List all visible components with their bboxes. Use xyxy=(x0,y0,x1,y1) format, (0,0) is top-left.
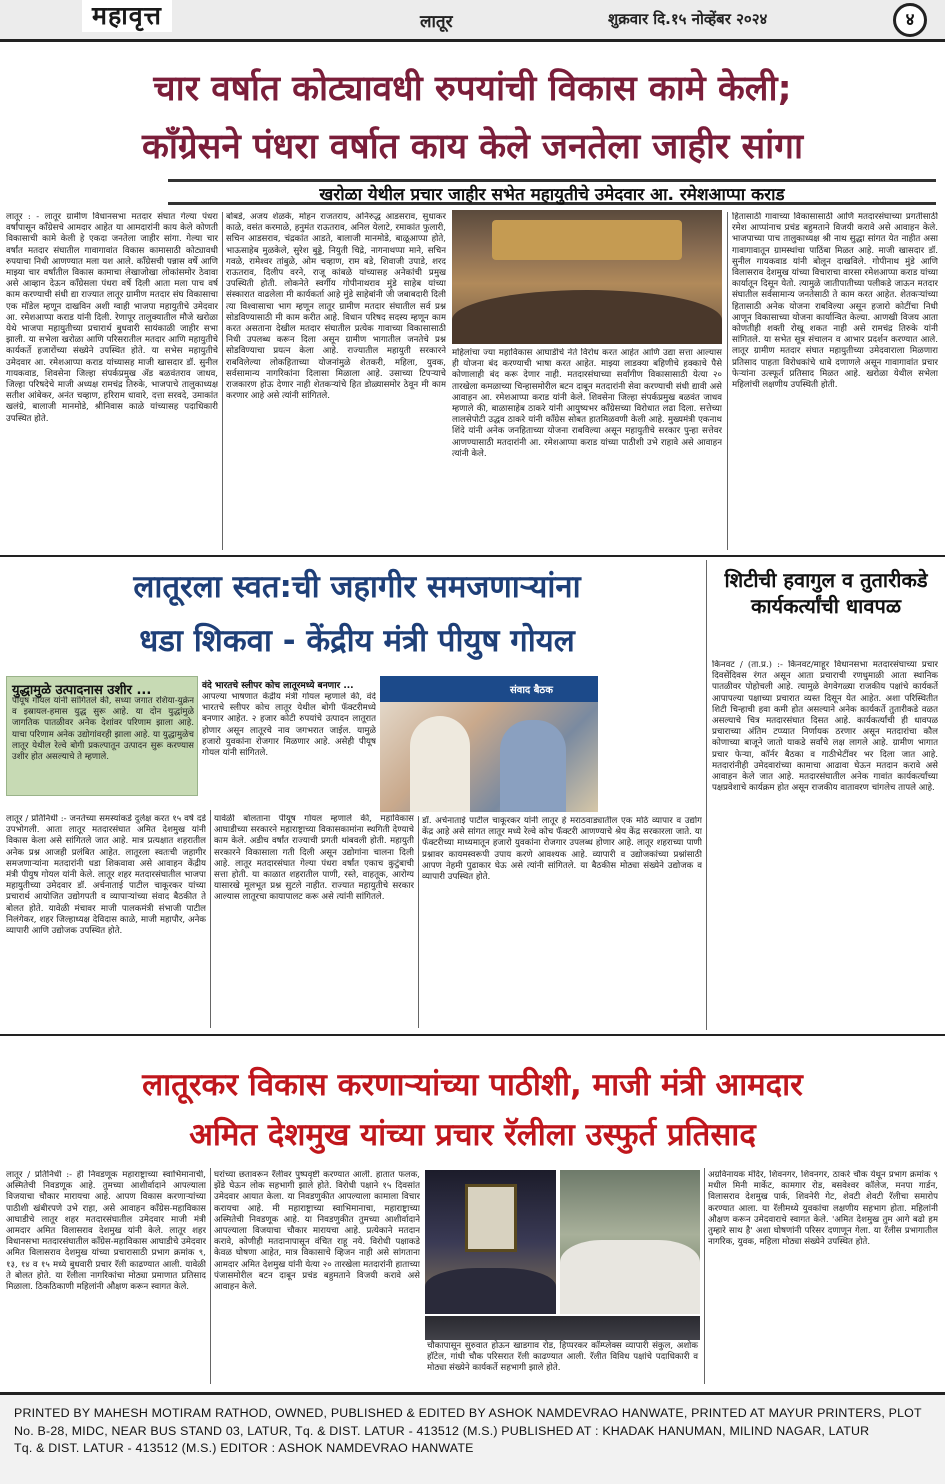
rally-street-photo xyxy=(560,1170,700,1314)
story1-column-2: बोबडे, अजय शेळके, मोहन राजतराय, अनिरुद्ध आडसराव, सुधाकर काळे, वसंत करमाळे, हनुमंत राऊतराव, अनिल येलाटे, रमाकांत फुलारी, सचिन आडसराव, चंद्रकांत आडते, बालाजी मानमोडे, बाळूआप्पा होते, भाऊसाहेब मुळकेले, सुरेश बुड्डे, नियुती चिद्रे, नागनाथप्पा माने, सचिन गवळे, रामेश्वर तांबुळे, ओम चव्हाण, राम बडे, शिवाजी उपाडे, शरद राऊतराव, दिलीप वरने, राजू कांबळे यांच्यासह अनेकांची प्रमुख उपस्थिती होती. लोकनेते स्वर्गीय गोपीनाथराव मुंडे साहेब यांच्या संस्कारात वाढलेला मी कार्यकर्ता आहे मुंडे साहेबांनी जी जबाबदारी दिली त्या विश्वासाचा भाग म्हणून लातूर ग्रामीण मतदार संघातील सर्व प्रश्न सोडविण्यासाठी मी काम करीत आहे. विधान परिषद सदस्य म्हणून काम करत असताना देखील मतदार संघातील प्रत्येक गावाच्या विकासासाठी निधी उपलब्ध करून दिला असून ग्रामीण भागातील जनतेचे प्रश्न सोडविण्याचा प्रयत्न केला आहे. राज्यातील महायुती सरकारने राबविलेल्या लोकहिताच्या योजनांमुळे शेतकरी, महिला, युवक, सर्वसामान्य नागरिकांना दिलासा मिळाला आहे. उसाच्या टिपऱ्याचे राजकारण हाेऊ देणार नाही शेतकऱ्यांचे हित डोळ्यासमोर ठेवून मी काम करणार आहे असे त्यांनी सांगितले. xyxy=(226,212,446,402)
story3-headline-line1: लातूरकर विकास करणाऱ्यांच्या पाठीशी, माजी मंत्री आमदार xyxy=(142,1067,803,1103)
page-number: ४ xyxy=(893,3,927,37)
issue-date: शुक्रवार दि.१५ नोव्हेंबर २०२४ xyxy=(608,10,768,28)
column-divider xyxy=(222,212,223,550)
story1-column-3: महिलांचा ज्या महाविकास आघाडीचे नेते विरोध करत आहेत आणि उद्या सत्ता आल्यास ही योजना बंद करण्याची भाषा करत आहेत. माझ्या लाडक्या बहिणीचे हक्काचे पैसे कोणालाही बंद करू देणार नाही. मतदारसंघाच्या सर्वांगीण विकासासाठी येत्या २० तारखेला कमळाच्या चिन्हासमोरील बटन दाबून मतदारांनी सेवा करण्याची संधी द्यावी असे आवाहन आ. रमेशआप्पा कराड यांनी केले. शिवसेना जिल्हा संपर्कप्रमुख बळवंत जाधव म्हणाले की, बाळासाहेब ठाकरे यांनी आयुष्यभर काँग्रेसच्या विरोधात लढा दिला. सत्तेच्या लालसेपोटी उद्धव ठाकरे यांनी काँग्रेस सोबत हातमिळवणी केली आहे. मुख्यमंत्री एकनाथ शिंदे यांनी अनेक जनहिताच्या योजना राबविल्या असून महायुतीचे सरकार पुन्हा सत्तेवर आणण्यासाठी मतदारांनी आ. रमेशआप्पा कराड यांच्या पाठीशी उभे राहावे असे आवाहन त्यांनी केले. xyxy=(452,348,722,459)
crowd-shape xyxy=(425,1268,556,1314)
newspaper-title: महावृत्त xyxy=(82,0,172,32)
rally-portrait-photo xyxy=(425,1170,556,1314)
column-divider xyxy=(210,810,211,1028)
crowd-shape xyxy=(560,1240,700,1314)
story2-headline-line1: लातूरला स्वत:ची जहागीर समजणाऱ्यांना xyxy=(133,569,581,605)
column-divider xyxy=(727,212,728,550)
column-divider xyxy=(704,1168,705,1384)
section-divider xyxy=(0,1034,945,1036)
story2-headline-line2: धडा शिकवा - केंद्रीय मंत्री पीयुष गोयल xyxy=(139,623,575,659)
banner-shape xyxy=(380,676,598,702)
box-text: आपल्या भाषणात केंद्रीय मंत्री गोयल म्हणाले की, वंदे भारतचे स्लीपर कोच लातूर येथील बोगी फॅक्टरीमध्ये बनणार आहेत. २ हजार कोटी रुपयांचे उत्पादन लातूरात होणार असून लातूरचे नाव जगभरात जाईल. यामुळे हजारो युवकांना रोजगार मिळणार आहे. असेही पीयूष गोयल यांनी सांगितले. xyxy=(202,692,376,759)
person-shape xyxy=(500,720,566,812)
imprint-line-3: Tq. & DIST. LATUR - 413512 (M.S.) EDITOR : ASHOK NAMDEVRAO HANWATE xyxy=(14,1441,474,1455)
box-title: वंदे भारतचे स्लीपर कोच लातूरमध्ये बनणार ... xyxy=(202,681,354,691)
imprint-line-2: No. B-28, MIDC, NEAR BUS STAND 03, LATUR, Tq. & DIST. LATUR - 413512 (M.S.) PUBLISHED AT : KHADAK HANUMAN, MILIND NAGAR, LATUR xyxy=(14,1423,870,1438)
box-title: युद्धामुळे उत्पादनास उशीर ... xyxy=(12,683,152,698)
story2-column-2: यावेळी बोलताना पीयूष गोयल म्हणाले की, महाविकास आघाडीच्या सरकारने महाराष्ट्राच्या विकासकामांना स्थगिती देण्याचे काम केले. अडीच वर्षांत राज्याची प्रगती थांबवली होती. महायुती सरकारने विकासाला गती दिली असून उद्योगांना चालना दिली आहे. लातूर मतदारसंघात गेल्या पंधरा वर्षांत एकाच कुटुंबाची सत्ता होती. या काळात शहरातील पाणी, रस्ते, वाहतूक, आरोग्य यासारखे मूलभूत प्रश्न सुटले नाहीत. राज्यात महायुतीचे सरकार आल्यास लातूरचा कायापालट करू असे त्यांनी सांगितले. xyxy=(214,814,414,903)
story1-column-4: हितासाठी गावाच्या विकासासाठी आणि मतदारसंघाच्या प्रगतीसाठी रमेश आप्पांनाच प्रचंड बहुमताने विजयी करावे असे आवाहन केले. भाजपाच्या पाच तालुकाध्यक्ष श्री नाथ सुद्धा सांगत येत नाहीत असा गावागावातून ग्रामस्थांचा पाठिंबा मिळत आहे. माजी खासदार डॉ. सुनील गायकवाड यांनी बोलून दाखविले. गोपीनाथ मुंडे आणि विलासराव देशमुख यांच्या विचाराचा वारसा रमेशआप्पा कराड यांच्या कार्यातून दिसून येतो. त्यामुळे जातीपातीच्या पलीकडे जाऊन मतदार संघातील सर्वसामान्य जनतेसाठी ते काम करत आहेत. शेतकऱ्यांच्या हितासाठी अनेक योजना राबविल्या असून हजारो कोटींचा निधी आणून विकासाच्या योजना कार्यान्वित केल्या. आणखी विजय आता कोणतीही शक्ती रोखू शकत नाही असे रामचंद्र तिरुके यांनी सांगितले. या सभेत सूत्र संचालन व आभार प्रदर्शन करण्यात आले. लातूर ग्रामीण मतदार संघात महायुतीच्या उमेदवाराला मिळणारा प्रतिसाद पाहता विरोधकांचे धाबे दणाणले असून गावागावांत प्रचार फेऱ्यांना उत्स्फूर्त प्रतिसाद मिळत आहे. खरोळा येथील सभेला महिलांची लक्षणीय उपस्थिती होती. xyxy=(732,212,938,391)
side-story-text: किनवट / (ता.प्र.) :- किनवट/माहूर विधानसभा मतदारसंघाच्या प्रचार दिवसेंदिवस रंगत असून आता प्रचाराची रणधुमाळी आता स्थानिक पातळीवर पोहोचली आहे. त्यामुळे वेगवेगळ्या राजकीय पक्षांचे कार्यकर्ते आपापल्या पक्षाच्या प्रचारात व्यस्त दिसून येत आहेत. अशा परिस्थितीत शिटी चिन्हाची हवा कमी होत असल्याने अनेक कार्यकर्ते तुतारीकडे वळत असल्याचे चित्र मतदारसंघात दिसत आहे. कार्यकर्त्यांची ही धावपळ प्रचाराच्या अंतिम टप्प्यात निर्णायक ठरणार असून मतदारांचा कौल कोणाच्या बाजूने जातो याकडे सर्वांचे लक्ष लागले आहे. ग्रामीण भागात प्रचार फेऱ्या, कॉर्नर बैठका व गाठीभेटींवर भर दिला जात आहे. मतदारांनीही उमेदवारांच्या कामाचा आढावा घेऊन मतदान करावे असे आवाहन केले जात आहे. मतदारसंघातील अनेक गावांत कार्यकर्त्यांच्या पक्षप्रवेशाचे कार्यक्रम होत असून राजकीय वातावरण चांगलेच तापले आहे. xyxy=(712,660,938,794)
column-divider xyxy=(210,1168,211,1384)
story2-column-1: लातूर / प्रतिनिधी :- जनतेच्या समस्यांकडे दुर्लक्ष करत १५ वर्ष दडे उपभोगली. आता लातूर मतदारसंघात अमित देशमुख यांनी विकास केला असे सांगितले जात आहे. मात्र प्रत्यक्षात शहरातील अनेक प्रश्न आजही प्रलंबित आहेत. लातूरला स्वतःची जहागीर समजणाऱ्यांना मतदारांनी धडा शिकवावा असे आवाहन केंद्रीय मंत्री पीयुष गोयल यांनी केले. लातूर शहर मतदारसंघातील भाजपा महायुतीच्या उमेदवार डॉ. अर्चनाताई पाटील चाकूरकर यांच्या प्रचारार्थ आयोजित उद्योगपती व व्यापाऱ्यांच्या संवाद बैठकीत ते बोलत होते. यावेळी मंचावर माजी पालकमंत्री संभाजी पाटील निलंगेकर, शहर जिल्हाध्यक्ष देविदास काळे, माजी महापौर, अनेक व्यापारी आणि उद्योजक उपस्थित होते. xyxy=(6,814,206,937)
edition-city: लातूर xyxy=(420,12,453,32)
story1-subheadline: खरोळा येथील प्रचार जाहीर सभेत महायुतीचे उमेदवार आ. रमेशआप्पा कराड xyxy=(168,179,936,205)
imprint-text xyxy=(14,1405,934,1458)
stage-shape xyxy=(492,220,682,260)
box-text: पीयूष गोयल यांनी सांगितले की, सध्या जगात रशिया-युक्रेन व इस्रायल-हमास युद्ध सुरू आहे. या दोन युद्धांमुळे जागतिक पातळीवर अनेक देशांवर परिणाम झाला आहे. याचा परिणाम अनेक उद्योगांवरही झाला आहे. या युद्धामुळेच लातूर येथील रेल्वे बोगी प्रकल्पातून उत्पादन सुरू करण्यास उशीर होत असल्याचे ते म्हणाले. xyxy=(12,696,194,763)
banner-text: संवाद बैठक xyxy=(510,685,553,696)
column-divider xyxy=(706,560,707,1030)
story1-headline-line2: काँग्रेसने पंधरा वर्षात काय केले जनतेला जाहीर सांगा xyxy=(141,127,804,167)
story1-column-1: लातूर : - लातूर ग्रामीण विधानसभा मतदार संघात गेल्या पंधरा वर्षांपासून काँग्रेसचे आमदार आहेत या आमदारांनी काय केले कोणती विकासाची कामे केली हे एकदा जनतेला जाहीर सांगा. गेल्या चार वर्षांत मतदार संघातील गावागावांत विकास कामासाठी कोट्यावधी रुपयाचा निधी आणण्यात मला यश आले. काँग्रेसची पन्नास वर्षे आणि माझ्या चार वर्षांतील विकास कामाचा लेखाजोखा लोकांसमोर ठेवावा असे आव्हान देऊन काँग्रेसला पंधरा वर्षे दिली आता मला पाच वर्ष काम करण्याची संधी द्या राज्यात लातूर ग्रामीण मतदार संघ विकासाचा एक मॉडेल म्हणून दाखविन अशी ग्वाही भाजपा महायुतीचे उमेदवार आ. रमेशआप्पा कराड यांनी दिली. रेणापूर तालुक्यातील मौजे खरोळा येथे भाजपा महायुतीच्या प्रचारार्थ बुधवारी सायंकाळी जाहीर सभा झाली. या सभेला खरोळा आणि परिसरातील मतदार आणि महायुतीचे कार्यकर्ते हजारोंच्या संख्येने उपस्थित होते. या सभेस महायुतीचे उमेदवार आ. रमेशआप्पा कराड यांच्यासह माजी खासदार डॉ. सुनील गायकवाड, शिवसेना जिल्हा संपर्कप्रमुख ॲड बळवंतराव जाधव, जिल्हा परिषदेचे माजी अध्यक्ष रामचंद्र तिरुके, भाजपाचे तालुकाध्यक्ष सतीश आंबेकर, अनंत चव्हाण, हरिराम धावारे, दत्ता सरवदे, उमाकांत खलंग्रे, बालाजी मानमोडे, श्रीनिवास काळे यांच्यासह पदाधिकारी उपस्थित होते. xyxy=(6,212,218,424)
story2-column-3: डॉ. अर्चनाताई पाटील चाकूरकर यांनी लातूर हे मराठवाड्यातील एक मोठे व्यापार व उद्योग केंद्र आहे असे सांगत लातूर मध्ये रेल्वे कोच फॅक्टरी आणण्याचे श्रेय केंद्र सरकारला जाते. या फॅक्टरीच्या माध्यमातून हजारो युवकांना रोजगार उपलब्ध होणार आहे. लातूर शहराच्या पाणी प्रश्नावर कायमस्वरूपी उपाय करणे आवश्यक आहे. व्यापारी व उद्योजकांच्या प्रश्नांसाठी आपण नेहमी पुढाकार घेऊ असे त्यांनी सांगितले. या बैठकीस मोठ्या संख्येने उद्योजक व व्यापारी उपस्थित होते. xyxy=(422,816,702,883)
crowd-shape xyxy=(452,290,722,344)
column-divider xyxy=(418,816,419,1028)
story3-column-4: अग्रविनायक मंदिर, शिवनगर, शिवनगर, ठाकरे चौक येथून प्रभाग क्रमांक ९ मधील मिनी मार्केट, कामगार रोड, बसवेश्वर कॉलेज, मनपा गार्डन, विलासराव देशमुख पार्क, शिवनेरी गेट, शेवटी शेवटी रॅलीचा समारोप करण्यात आला. या रॅलीमध्ये युवकांचा लक्षणीय सहभाग होता. महिलांनी औक्षण करून उमेदवाराचे स्वागत केले. 'अमित देशमुख तुम आगे बढो हम तुम्हारे साथ है' अशा घोषणांनी परिसर दणाणून गेला. या रॅलीस प्रभागातील नागरिक, युवक, महिला मोठ्या संख्येने उपस्थित होते. xyxy=(708,1170,938,1248)
imprint-line-1: PRINTED BY MAHESH MOTIRAM RATHOD, OWNED, PUBLISHED & EDITED BY ASHOK NAMDEVRAO HANWATE, PRINTED AT MAYUR PRINTERS, PLOT xyxy=(14,1406,922,1420)
portrait-frame xyxy=(465,1184,517,1252)
section-divider xyxy=(0,555,945,557)
rally-photo-caption: चौकापासून सुरुवात होऊन खाडगाव रोड, हिप्परकर कॉम्प्लेक्स व्यापारी संकुल, अशोक हॉटेल, गांधी चौक परिसरात रॅली काढण्यात आली. रॅलीत विविध पक्षांचे पदाधिकारी व मोठ्या संख्येने कार्यकर्ते सहभागी झाले होते. xyxy=(425,1340,700,1386)
side-story-headline: शिटीची हवागुल व तुतारीकडे कार्यकर्त्यांची धावपळ xyxy=(724,568,928,618)
person-shape xyxy=(410,716,470,812)
story1-headline-line1: चार वर्षात कोट्यावधी रुपयांची विकास कामे केली; xyxy=(153,69,792,109)
rally-crowd-photo xyxy=(452,210,722,344)
story3-column-1: लातूर / प्रतिनिधी :- ही निवडणूक महाराष्ट्राच्या स्वाभिमानाची, अस्मितेची निवडणूक आहे. तुमच्या आशीर्वादाने आपल्याला विजयाचा चौकार मारायचा आहे. आपण विकास करणाऱ्यांच्या पाठीशी खंबीरपणे उभे राहा, असे आवाहन काँग्रेस-महाविकास आघाडीचे लातूर शहर मतदारसंघातील उमेदवार माजी मंत्री आमदार अमित विलासराव देशमुख यांनी केले. लातूर शहर विधानसभा मतदारसंघातील काँग्रेस-महाविकास आघाडीचे उमेदवार अमित विलासराव देशमुख यांच्या प्रचारासाठी प्रभाग क्रमांक ९, १३, १४ व १५ मध्ये बुधवारी प्रचार रॅली काढण्यात आली. यावेळी ते बोलत होते. या रॅलीला नागरिकांचा मोठ्या प्रमाणात प्रतिसाद मिळाला. ठिकठिकाणी महिलांनी औक्षण करून स्वागत केले. xyxy=(6,1170,206,1293)
story3-headline-line2: अमित देशमुख यांच्या प्रचार रॅलीला उस्फुर्त प्रतिसाद xyxy=(189,1117,756,1153)
meeting-photo xyxy=(380,676,598,812)
story3-column-2: घरांच्या छतावरून रॅलीवर पुष्पवृष्टी करण्यात आली. हातात फलक, झेंडे घेऊन लोक सहभागी झाले होते. विरोधी पक्षाने १५ दिवसांत उमेदवार आयात केला. या निवडणुकीत आपल्याला कामाला विचार करायचा आहे. मी महाराष्ट्राच्या स्वाभिमानाचा, महाराष्ट्राच्या अस्मितेची निवडणूक आहे. या निवडणुकीत तुमच्या आशीर्वादाने आपल्याला विजयाचा चौकार मारायचा आहे. प्रत्येकाने मतदान करावे, कोणीही मतदानापासून वंचित राहू नये. विरोधी पक्षाकडे केवळ घोषणा आहेत, मात्र विकासाचे व्हिजन नाही असे सांगताना आमदार अमित देशमुख यांनी येत्या २० तारखेला मतदारांनी हाताच्या पंजासमोरील बटन दाबून प्रचंड बहुमताने विजयी करावे असे आवाहन केले. xyxy=(214,1170,420,1293)
